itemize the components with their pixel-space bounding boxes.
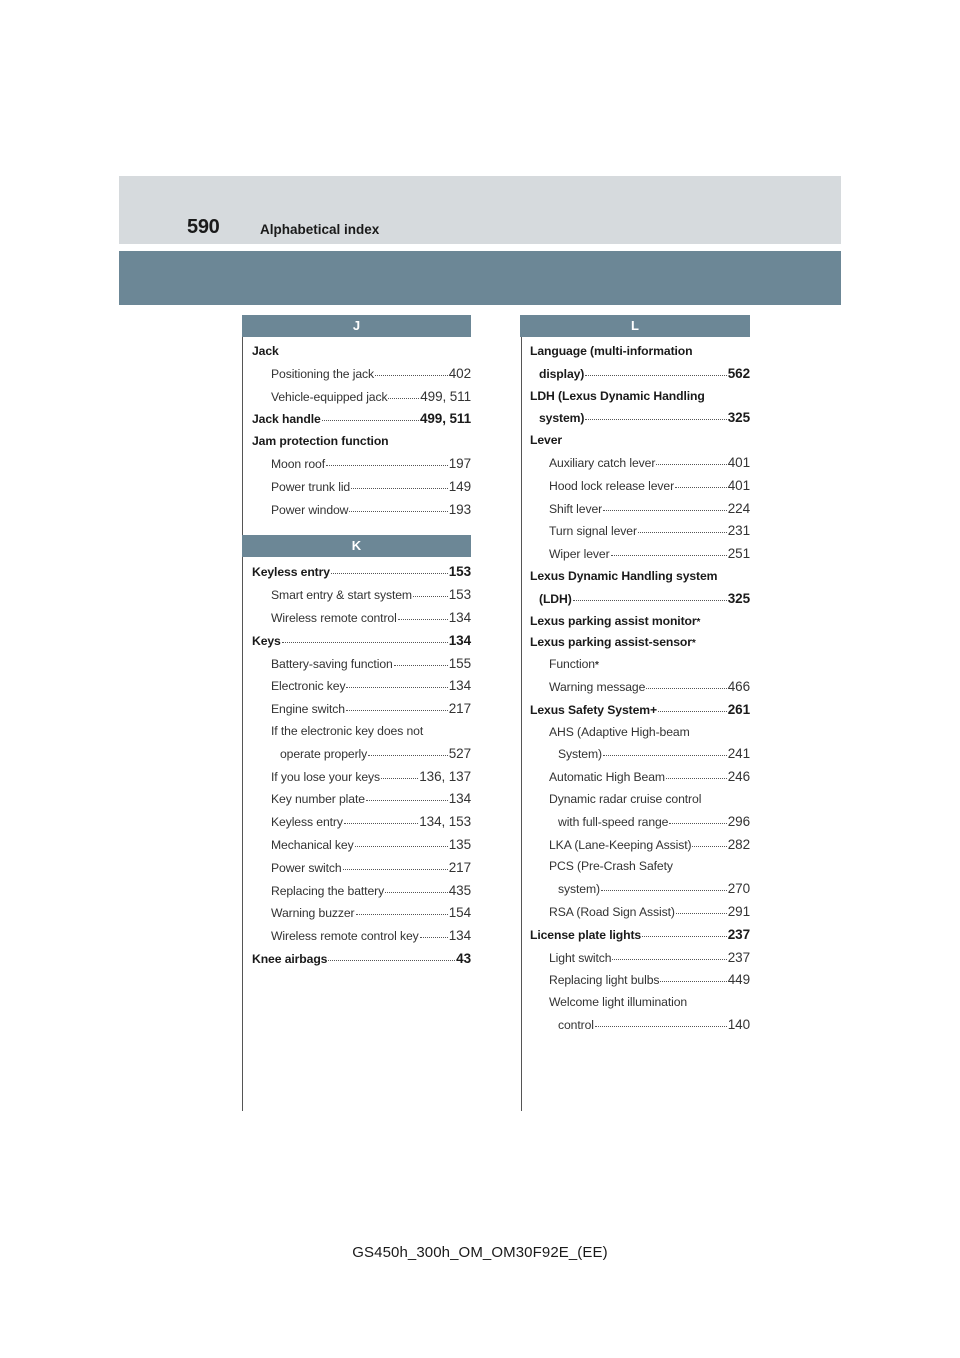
index-subentry (252, 476, 471, 499)
entry-line (530, 901, 750, 924)
entry-label: Keys (252, 633, 281, 648)
page-reference: 153 (448, 587, 471, 603)
dot-leader (346, 684, 447, 688)
index-entry (252, 630, 471, 653)
entry-line (252, 453, 471, 476)
entry-line (252, 584, 471, 607)
page-reference: 197 (448, 455, 471, 471)
entry-label: system) (539, 411, 585, 426)
index-subentry (252, 653, 471, 676)
dot-leader (375, 372, 448, 376)
entry-label: Electronic key (271, 679, 346, 694)
entry-label: Power switch (271, 860, 342, 875)
dot-leader (603, 752, 727, 756)
dot-leader (366, 797, 448, 801)
index-subentry (530, 834, 750, 857)
page-reference: 134, 153 (419, 814, 471, 830)
entry-line (252, 857, 471, 880)
index-entry-list (252, 557, 471, 970)
dot-leader (351, 485, 448, 489)
dot-leader (349, 508, 447, 512)
entry-label: Lexus parking assist monitor (530, 613, 697, 628)
entry-label: Warning message (549, 679, 646, 694)
page-reference: 43 (456, 950, 471, 966)
page-reference: 401 (727, 454, 750, 470)
entry-line (252, 721, 471, 743)
index-subentry (252, 788, 471, 811)
entry-label: Battery-saving function (271, 656, 393, 671)
page-reference: 282 (727, 836, 750, 852)
index-subentry (252, 584, 471, 607)
dot-leader (368, 752, 448, 756)
dot-leader (344, 820, 418, 824)
entry-label: Dynamic radar cruise control (549, 791, 702, 806)
entry-line (530, 766, 750, 789)
dot-leader (669, 820, 726, 824)
entry-line (530, 699, 750, 722)
index-subentry (252, 834, 471, 857)
page-reference: 153 (448, 564, 471, 580)
entry-label: System) (558, 747, 602, 762)
dot-leader (331, 570, 448, 574)
entry-label: Mechanical key (271, 837, 354, 852)
entry-label: Smart entry & start system (271, 588, 412, 603)
index-subentry (530, 676, 750, 699)
page-reference: 154 (448, 905, 471, 921)
entry-label: Turn signal lever (549, 524, 637, 539)
index-subentry (530, 543, 750, 566)
entry-line (530, 878, 750, 901)
index-entry (252, 561, 471, 584)
entry-label: (LDH) (539, 591, 572, 606)
index-subentry (530, 856, 750, 901)
page-number: 590 (187, 216, 220, 238)
index-subentry (530, 789, 750, 834)
entry-label: Hood lock release lever (549, 478, 675, 493)
entry-label: License plate lights (530, 927, 642, 942)
entry-label: Lexus Safety System+ (530, 702, 658, 717)
entry-line (252, 607, 471, 630)
entry-label: Lexus parking assist-sensor (530, 635, 692, 650)
entry-line (530, 475, 750, 498)
index-subentry (530, 722, 750, 767)
dot-leader (601, 887, 727, 891)
entry-line (252, 476, 471, 499)
entry-line (530, 743, 750, 766)
entry-label: Automatic High Beam (549, 770, 665, 785)
entry-label: control (558, 1017, 594, 1032)
dot-leader (420, 934, 448, 938)
index-subentry (530, 498, 750, 521)
entry-label: display) (539, 366, 585, 381)
dot-leader (573, 597, 727, 601)
index-subentry (252, 766, 471, 789)
page-reference: 296 (727, 813, 750, 829)
entry-line (530, 924, 750, 947)
entry-label: Engine switch (271, 702, 345, 717)
index-subentry (530, 947, 750, 970)
entry-label: Lever (530, 433, 563, 448)
dot-leader (612, 956, 726, 960)
entry-label: Jack handle (252, 412, 321, 427)
index-entry (252, 341, 471, 363)
index-subentry (252, 453, 471, 476)
dot-leader (658, 708, 727, 712)
entry-label: If the electronic key does not (271, 723, 424, 738)
page-header (119, 176, 841, 244)
index-subentry (252, 925, 471, 948)
entry-label: Wireless remote control (271, 610, 397, 625)
entry-line (252, 561, 471, 584)
right-index-column (530, 315, 750, 1037)
index-subentry (530, 969, 750, 992)
entry-label: Key number plate (271, 792, 365, 807)
page-reference: 466 (727, 678, 750, 694)
dot-leader (692, 843, 726, 847)
index-entry-list (252, 337, 471, 521)
index-subentry (252, 721, 471, 766)
page-reference: 134 (448, 928, 471, 944)
page-reference: 435 (448, 882, 471, 898)
entry-line (252, 408, 471, 431)
entry-line (252, 431, 471, 453)
index-entry (530, 566, 750, 611)
index-entry (252, 948, 471, 971)
entry-line (530, 1014, 750, 1037)
page-reference: 224 (727, 500, 750, 516)
page-reference: 251 (727, 546, 750, 562)
entry-label: Positioning the jack (271, 366, 375, 381)
entry-label: Jack (252, 344, 279, 358)
dot-leader (646, 685, 726, 689)
entry-line (530, 430, 750, 452)
entry-line (530, 676, 750, 699)
index-entry (530, 924, 750, 947)
entry-label: Jam protection function (252, 434, 389, 449)
page-reference: 562 (727, 365, 750, 381)
entry-line (252, 834, 471, 857)
left-column-rule (242, 315, 243, 1111)
entry-line (530, 588, 750, 611)
page-reference: 217 (448, 701, 471, 717)
entry-line (252, 902, 471, 925)
dot-leader (611, 552, 727, 556)
page-reference: 401 (727, 477, 750, 493)
page-reference: 140 (727, 1016, 750, 1032)
index-section-j (252, 315, 471, 521)
index-subentry (252, 363, 471, 386)
index-subentry (252, 902, 471, 925)
entry-label: operate properly (280, 746, 368, 761)
dot-leader (388, 395, 419, 399)
entry-line (252, 788, 471, 811)
entry-line (252, 743, 471, 766)
document-code: GS450h_300h_OM_OM30F92E_(EE) (352, 1244, 608, 1261)
entry-label: Moon roof (271, 456, 325, 471)
dot-leader (343, 866, 448, 870)
page-reference: 499, 511 (419, 411, 471, 427)
entry-line (530, 341, 750, 363)
dot-leader (413, 593, 448, 597)
index-subentry (530, 475, 750, 498)
page-reference: 134 (448, 609, 471, 625)
dot-leader (595, 1023, 727, 1027)
index-subentry (530, 901, 750, 924)
index-subentry (252, 607, 471, 630)
index-entry (530, 611, 750, 633)
entry-label: Auxiliary catch lever (549, 455, 656, 470)
entry-line (252, 630, 471, 653)
index-entry (252, 408, 471, 431)
page-reference: 231 (727, 523, 750, 539)
entry-line (530, 834, 750, 857)
entry-label: Power trunk lid (271, 479, 351, 494)
index-entry (530, 632, 750, 654)
entry-label: system) (558, 882, 600, 897)
entry-line (252, 766, 471, 789)
section-letter-l: L (520, 315, 750, 337)
entry-line (252, 363, 471, 386)
dot-leader (642, 933, 727, 937)
index-subentry (530, 992, 750, 1037)
entry-label: Warning buzzer (271, 906, 355, 921)
entry-label: RSA (Road Sign Assist) (549, 904, 675, 919)
page-reference: 270 (727, 881, 750, 897)
entry-label: Function (549, 657, 595, 672)
dot-leader (355, 843, 448, 847)
entry-line (530, 363, 750, 386)
index-section-k (252, 535, 471, 970)
entry-label: Light switch (549, 950, 612, 965)
dot-leader (585, 416, 726, 420)
index-subentry (252, 386, 471, 409)
entry-label: Knee airbags (252, 951, 328, 966)
entry-line (252, 925, 471, 948)
header-band (119, 251, 841, 305)
index-subentry (530, 452, 750, 475)
dot-leader (326, 462, 448, 466)
dot-leader (385, 889, 448, 893)
entry-label: Replacing the battery (271, 883, 385, 898)
entry-line: Lexus parking assist-sensor * (530, 632, 750, 654)
page-reference: 261 (727, 701, 750, 717)
entry-line (252, 653, 471, 676)
entry-line: Function * (530, 654, 750, 676)
entry-line: Lexus parking assist monitor * (530, 611, 750, 633)
index-subentry (252, 811, 471, 834)
page-reference: 237 (727, 949, 750, 965)
page-reference: 241 (727, 746, 750, 762)
index-subentry (530, 766, 750, 789)
entry-label: with full-speed range (558, 814, 669, 829)
index-subentry (252, 698, 471, 721)
page-reference: 499, 511 (420, 388, 471, 404)
dot-leader (675, 484, 727, 488)
page-reference: 217 (448, 859, 471, 875)
entry-label: Vehicle-equipped jack (271, 389, 388, 404)
entry-line (252, 386, 471, 409)
entry-label: Language (multi-information (530, 344, 693, 358)
index-subentry (252, 880, 471, 903)
page-reference: 136, 137 (419, 768, 471, 784)
index-subentry (252, 499, 471, 522)
page-reference: 155 (448, 655, 471, 671)
left-index-column (252, 315, 471, 971)
page-title: Alphabetical index (260, 222, 380, 237)
entry-line (530, 407, 750, 430)
dot-leader (656, 461, 726, 465)
dot-leader (603, 507, 727, 511)
index-subentry (252, 675, 471, 698)
entry-line (252, 880, 471, 903)
entry-label: Shift lever (549, 501, 603, 516)
page-reference: 246 (727, 769, 750, 785)
entry-label: Welcome light illumination (549, 995, 688, 1010)
entry-label: PCS (Pre-Crash Safety (549, 859, 673, 874)
dot-leader (322, 417, 419, 421)
dot-leader (398, 616, 448, 620)
entry-line (252, 948, 471, 971)
page-reference: 325 (727, 590, 750, 606)
page-reference: 291 (727, 903, 750, 919)
entry-line (530, 566, 750, 588)
index-section-l (530, 315, 750, 1037)
index-entry (530, 699, 750, 722)
index-entry (530, 386, 750, 431)
page-reference: 193 (448, 501, 471, 517)
entry-line (530, 811, 750, 834)
entry-line (252, 341, 471, 363)
entry-line (252, 811, 471, 834)
dot-leader (328, 957, 455, 961)
index-entry (530, 341, 750, 386)
entry-line (530, 969, 750, 992)
index-subentry (530, 654, 750, 676)
entry-line (530, 520, 750, 543)
index-subentry (252, 857, 471, 880)
entry-line (530, 722, 750, 744)
entry-label: LKA (Lane-Keeping Assist) (549, 837, 692, 852)
entry-label: LDH (Lexus Dynamic Handling (530, 388, 705, 403)
entry-line (530, 992, 750, 1014)
page-reference: 402 (448, 365, 471, 381)
page-reference: 325 (727, 410, 750, 426)
index-entry (252, 431, 471, 453)
entry-line (252, 499, 471, 522)
entry-label: Keyless entry (252, 565, 330, 580)
index-entry-list (530, 337, 750, 1037)
entry-label: If you lose your keys (271, 769, 380, 784)
entry-label: Wiper lever (549, 547, 610, 562)
entry-label: Keyless entry (271, 815, 343, 830)
dot-leader (282, 639, 448, 643)
dot-leader (660, 978, 726, 982)
entry-line (530, 789, 750, 811)
page-reference: 527 (448, 745, 471, 761)
entry-label: AHS (Adaptive High-beam (549, 724, 690, 739)
dot-leader (638, 529, 727, 533)
entry-line (530, 498, 750, 521)
entry-line (252, 698, 471, 721)
entry-line (530, 452, 750, 475)
entry-label: Lexus Dynamic Handling system (530, 568, 718, 583)
entry-line (252, 675, 471, 698)
index-subentry (530, 520, 750, 543)
entry-line (530, 947, 750, 970)
section-letter-k: K (242, 535, 471, 557)
page-reference: 149 (448, 478, 471, 494)
dot-leader (585, 372, 727, 376)
dot-leader (666, 775, 727, 779)
dot-leader (676, 910, 727, 914)
page-reference: 135 (448, 836, 471, 852)
dot-leader (346, 707, 448, 711)
page-reference: 449 (727, 972, 750, 988)
entry-line (530, 856, 750, 878)
entry-line (530, 543, 750, 566)
dot-leader (394, 662, 448, 666)
entry-label: Replacing light bulbs (549, 973, 660, 988)
page-reference: 134 (448, 791, 471, 807)
entry-line (530, 386, 750, 408)
section-letter-j: J (242, 315, 471, 337)
entry-label: Power window (271, 502, 349, 517)
dot-leader (381, 775, 418, 779)
page-reference: 237 (727, 926, 750, 942)
dot-leader (356, 911, 448, 915)
right-column-rule (521, 315, 522, 1111)
page-reference: 134 (448, 678, 471, 694)
page-reference: 134 (448, 632, 471, 648)
entry-label: Wireless remote control key (271, 929, 419, 944)
index-entry (530, 430, 750, 452)
